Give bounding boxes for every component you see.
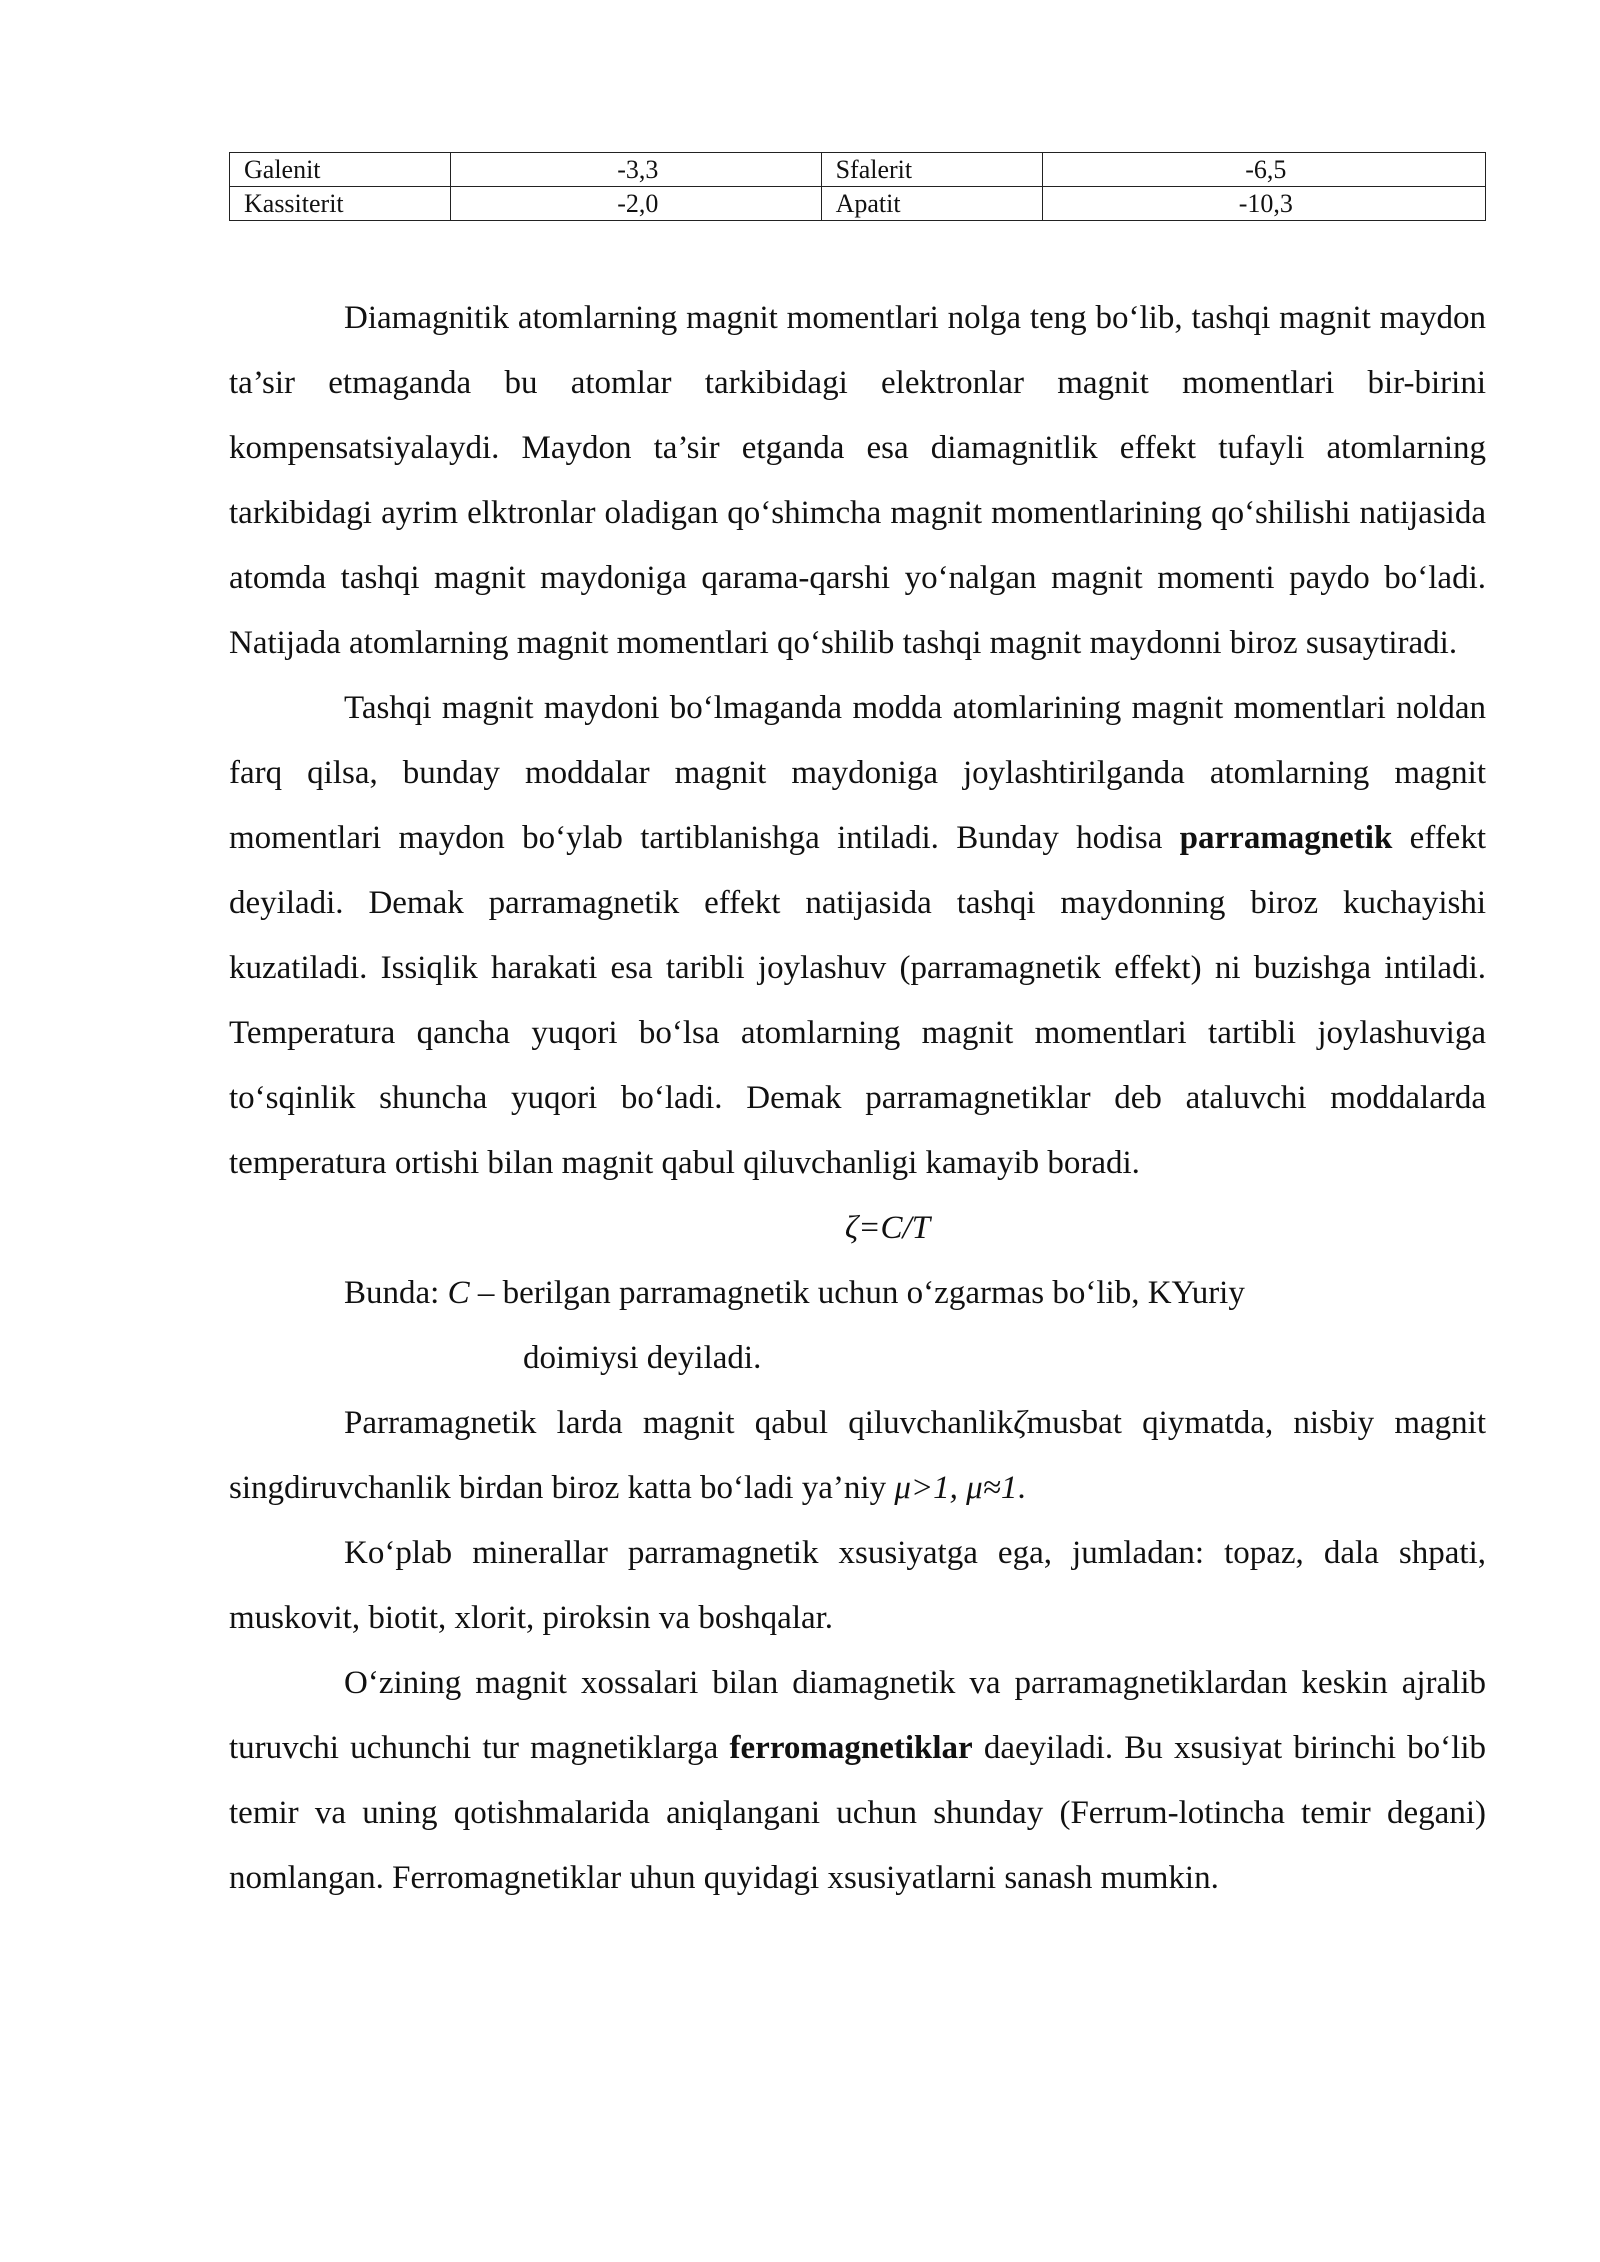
text-run: – berilgan parramagnetik uchun o‘zgarmas bo‘lib, KYuriy — [469, 1275, 1245, 1311]
formula-explanation — [344, 1261, 1486, 1326]
text-run: effekt deyiladi. Demak parramagnetik effekt natijasida tashqi maydonning biroz kuchayishi kuzatiladi. Issiqlik harakati esa taribli joylashuv (parramagnetik effekt) ni buzishga intiladi. Temperatura qancha yuqori bo‘lsa atomlarning magnit momentlari tartibli joylashuviga to‘sqinlik shuncha yuqori bo‘ladi. Demak parramagnetiklar deb ataluvchi moddalarda temperatura ortishi bilan magnit qabul qiluvchanligi kamayib boradi. — [229, 820, 1486, 1181]
term-ferromagnetiklar: ferromagnetiklar — [729, 1730, 973, 1766]
mineral-name: Galenit — [230, 153, 451, 187]
term-parramagnetik: parramagnetik — [1179, 820, 1393, 856]
curie-formula: ζ=C/T — [844, 1210, 931, 1246]
mineral-name: Kassiterit — [230, 187, 451, 221]
table-row — [230, 187, 1486, 221]
symbol-zeta: ζ — [1013, 1405, 1027, 1441]
mineral-name: Sfalerit — [821, 153, 1042, 187]
math-mu: μ>1, μ≈1 — [894, 1470, 1018, 1506]
text-run: O‘zining magnit xossalari bilan diamagnetik va parramagnetiklardan keskin ajralib turuvchi uchunchi tur magnetiklarga — [229, 1665, 1486, 1766]
text-run: daeyiladi. Bu xsusiyat birinchi bo‘lib temir va uning qotishmalarida aniqlangani uchun shunday (Ferrum-lotincha temir degani) nomlangan. Ferromagnetiklar uhun quyidagi xsusiyatlarni sanash mumkin. — [229, 1730, 1487, 1896]
paragraph-minerals: Ko‘plab minerallar parramagnetik xsusiyatga ega, jumladan: topaz, dala shpati, muskovit, biotit, xlorit, piroksin va boshqalar. — [229, 1535, 1486, 1636]
text-run: musbat qiymatda, nisbiy magnit singdiruvchanlik birdan biroz katta bo‘ladi ya’niy — [229, 1405, 1486, 1506]
paragraph-paramagnetic — [229, 676, 1486, 1196]
paragraph-ferromagnetic — [229, 1651, 1486, 1911]
mineral-value: -6,5 — [1042, 153, 1485, 187]
text-run: . — [1017, 1470, 1026, 1506]
mineral-value: -10,3 — [1042, 187, 1485, 221]
text-run: Tashqi magnit maydoni bo‘lmaganda modda atomlarining magnit momentlari noldan farq qilsa, bunday moddalar magnit maydoniga joylashtirilganda atomlarning magnit momentlari maydon bo‘ylab tartiblanishga intiladi. Bunday hodisa — [229, 690, 1486, 856]
text-run: Parramagnetik larda magnit qabul qiluvchanlik — [344, 1405, 1014, 1441]
body-text — [229, 286, 1486, 1911]
mineral-value: -3,3 — [451, 153, 822, 187]
table-row — [230, 153, 1486, 187]
paragraph-susceptibility — [229, 1391, 1486, 1521]
mineral-name: Apatit — [821, 187, 1042, 221]
minerals-table — [229, 152, 1486, 221]
symbol-c: C — [447, 1275, 470, 1311]
formula-explanation-cont: doimiysi deyiladi. — [523, 1340, 762, 1376]
text-run: Bunda: — [344, 1275, 448, 1311]
paragraph-diamagnetic: Diamagnitik atomlarning magnit momentlari nolga teng bo‘lib, tashqi magnit maydon ta’sir etmaganda bu atomlar tarkibidagi elektronlar magnit momentlari bir-birini kompensatsiyalaydi. Maydon ta’sir etganda esa diamagnitlik effekt tufayli atomlarning tarkibidagi ayrim elktronlar oladigan qo‘shimcha magnit momentlarining qo‘shilishi natijasida atomda tashqi magnit maydoniga qarama-qarshi yo‘nalgan magnit momenti paydo bo‘ladi. Natijada atomlarning magnit momentlari qo‘shilib tashqi magnit maydonni biroz susaytiradi. — [229, 300, 1486, 661]
mineral-value: -2,0 — [451, 187, 822, 221]
